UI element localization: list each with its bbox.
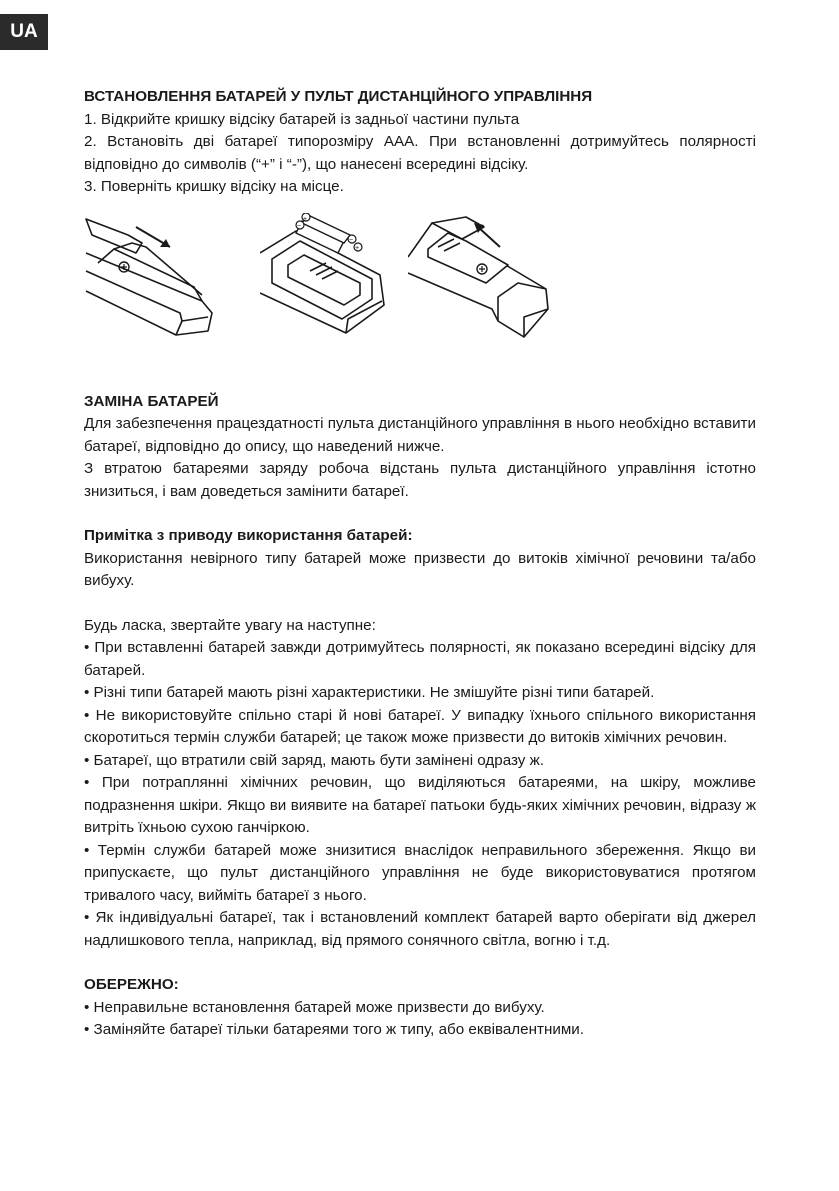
installation-illustrations (84, 213, 756, 363)
install-title: ВСТАНОВЛЕННЯ БАТАРЕЙ У ПУЛЬТ ДИСТАНЦІЙНОГО УПРАВЛІННЯ (84, 88, 593, 105)
remote-insert-batteries-figure (260, 213, 410, 363)
install-section (84, 86, 756, 199)
caution-bullet-2: • Заміняйте батареї тільки батареями того ж типу, або еквівалентними. (84, 1021, 584, 1038)
remote-close-cover-figure (408, 213, 558, 363)
language-tab: UA (0, 14, 48, 50)
note-intro: Будь ласка, звертайте увагу на наступне: (84, 616, 376, 634)
note-section (84, 525, 756, 952)
caution-bullet-1: • Неправильне встановлення батарей може призвести до вибуху. (84, 998, 545, 1016)
note-bullet-1: • При вставленні батарей завжди дотримуйтесь полярності, як показано всередині відсіку для батарей. (84, 639, 756, 679)
note-title: Примітка з приводу використання батарей: (84, 527, 413, 544)
replace-paragraph-1: Для забезпечення працездатності пульта дистанційного управління в нього необхідно вставити батареї, відповідно до опису, що наведений нижче. (84, 415, 756, 455)
page-content (84, 86, 756, 1042)
svg-text:+: + (355, 244, 360, 252)
svg-text:−: − (297, 222, 302, 230)
note-bullet-5: • При потраплянні хімічних речовин, що виділяються батареями, на шкіру, можливе подразнення шкіри. Якщо ви виявите на батареї патьоки будь-яких хімічних речовин, відразу ж витріть їхньою сухою ганчіркою. (84, 774, 756, 836)
caution-title: ОБЕРЕЖНО: (84, 976, 179, 993)
note-bullet-2: • Різні типи батарей мають різні характеристики. Не змішуйте різні типи батарей. (84, 684, 655, 701)
note-bullet-4: • Батареї, що втратили свій заряд, мають бути замінені одразу ж. (84, 751, 544, 769)
caution-section (84, 974, 756, 1042)
replace-paragraph-2: З втратою батареями заряду робоча відстань пульта дистанційного управління істотно знизиться, і вам доведеться замінити батареї. (84, 460, 756, 500)
replace-title: ЗАМІНА БАТАРЕЙ (84, 392, 219, 410)
install-step-3: 3. Поверніть кришку відсіку на місце. (84, 178, 344, 195)
svg-text:+: + (303, 215, 308, 223)
install-step-1: 1. Відкрийте кришку відсіку батарей із задньої частини пульта (84, 110, 520, 128)
remote-open-cover-figure (84, 213, 224, 363)
note-bullet-6: • Термін служби батарей може знизитися внаслідок неправильного збереження. Якщо ви припускаєте, що пульт дистанційного управління не буде використовуватися протягом тривалого часу, вийміть батареї з нього. (84, 841, 756, 904)
replace-section (84, 391, 756, 504)
note-bullet-7: • Як індивідуальні батареї, так і встановлений комплект батарей варто оберігати від джерел надлишкового тепла, наприклад, від прямого сонячного світла, вогню і т.д. (84, 909, 756, 949)
install-step-2: 2. Встановіть дві батареї типорозміру ААА. При встановленні дотримуйтесь полярності відповідно до символів (“+” і “-”), що нанесені всередині відсіку. (84, 133, 756, 173)
note-paragraph: Використання невірного типу батарей може призвести до витоків хімічної речовини та/або вибуху. (84, 549, 756, 589)
svg-text:−: − (349, 236, 354, 244)
note-bullet-3: • Не використовуйте спільно старі й нові батареї. У випадку їхнього спільного використання скоротиться термін служби батарей; це також може призвести до витоків хімічних речовин. (84, 706, 756, 746)
